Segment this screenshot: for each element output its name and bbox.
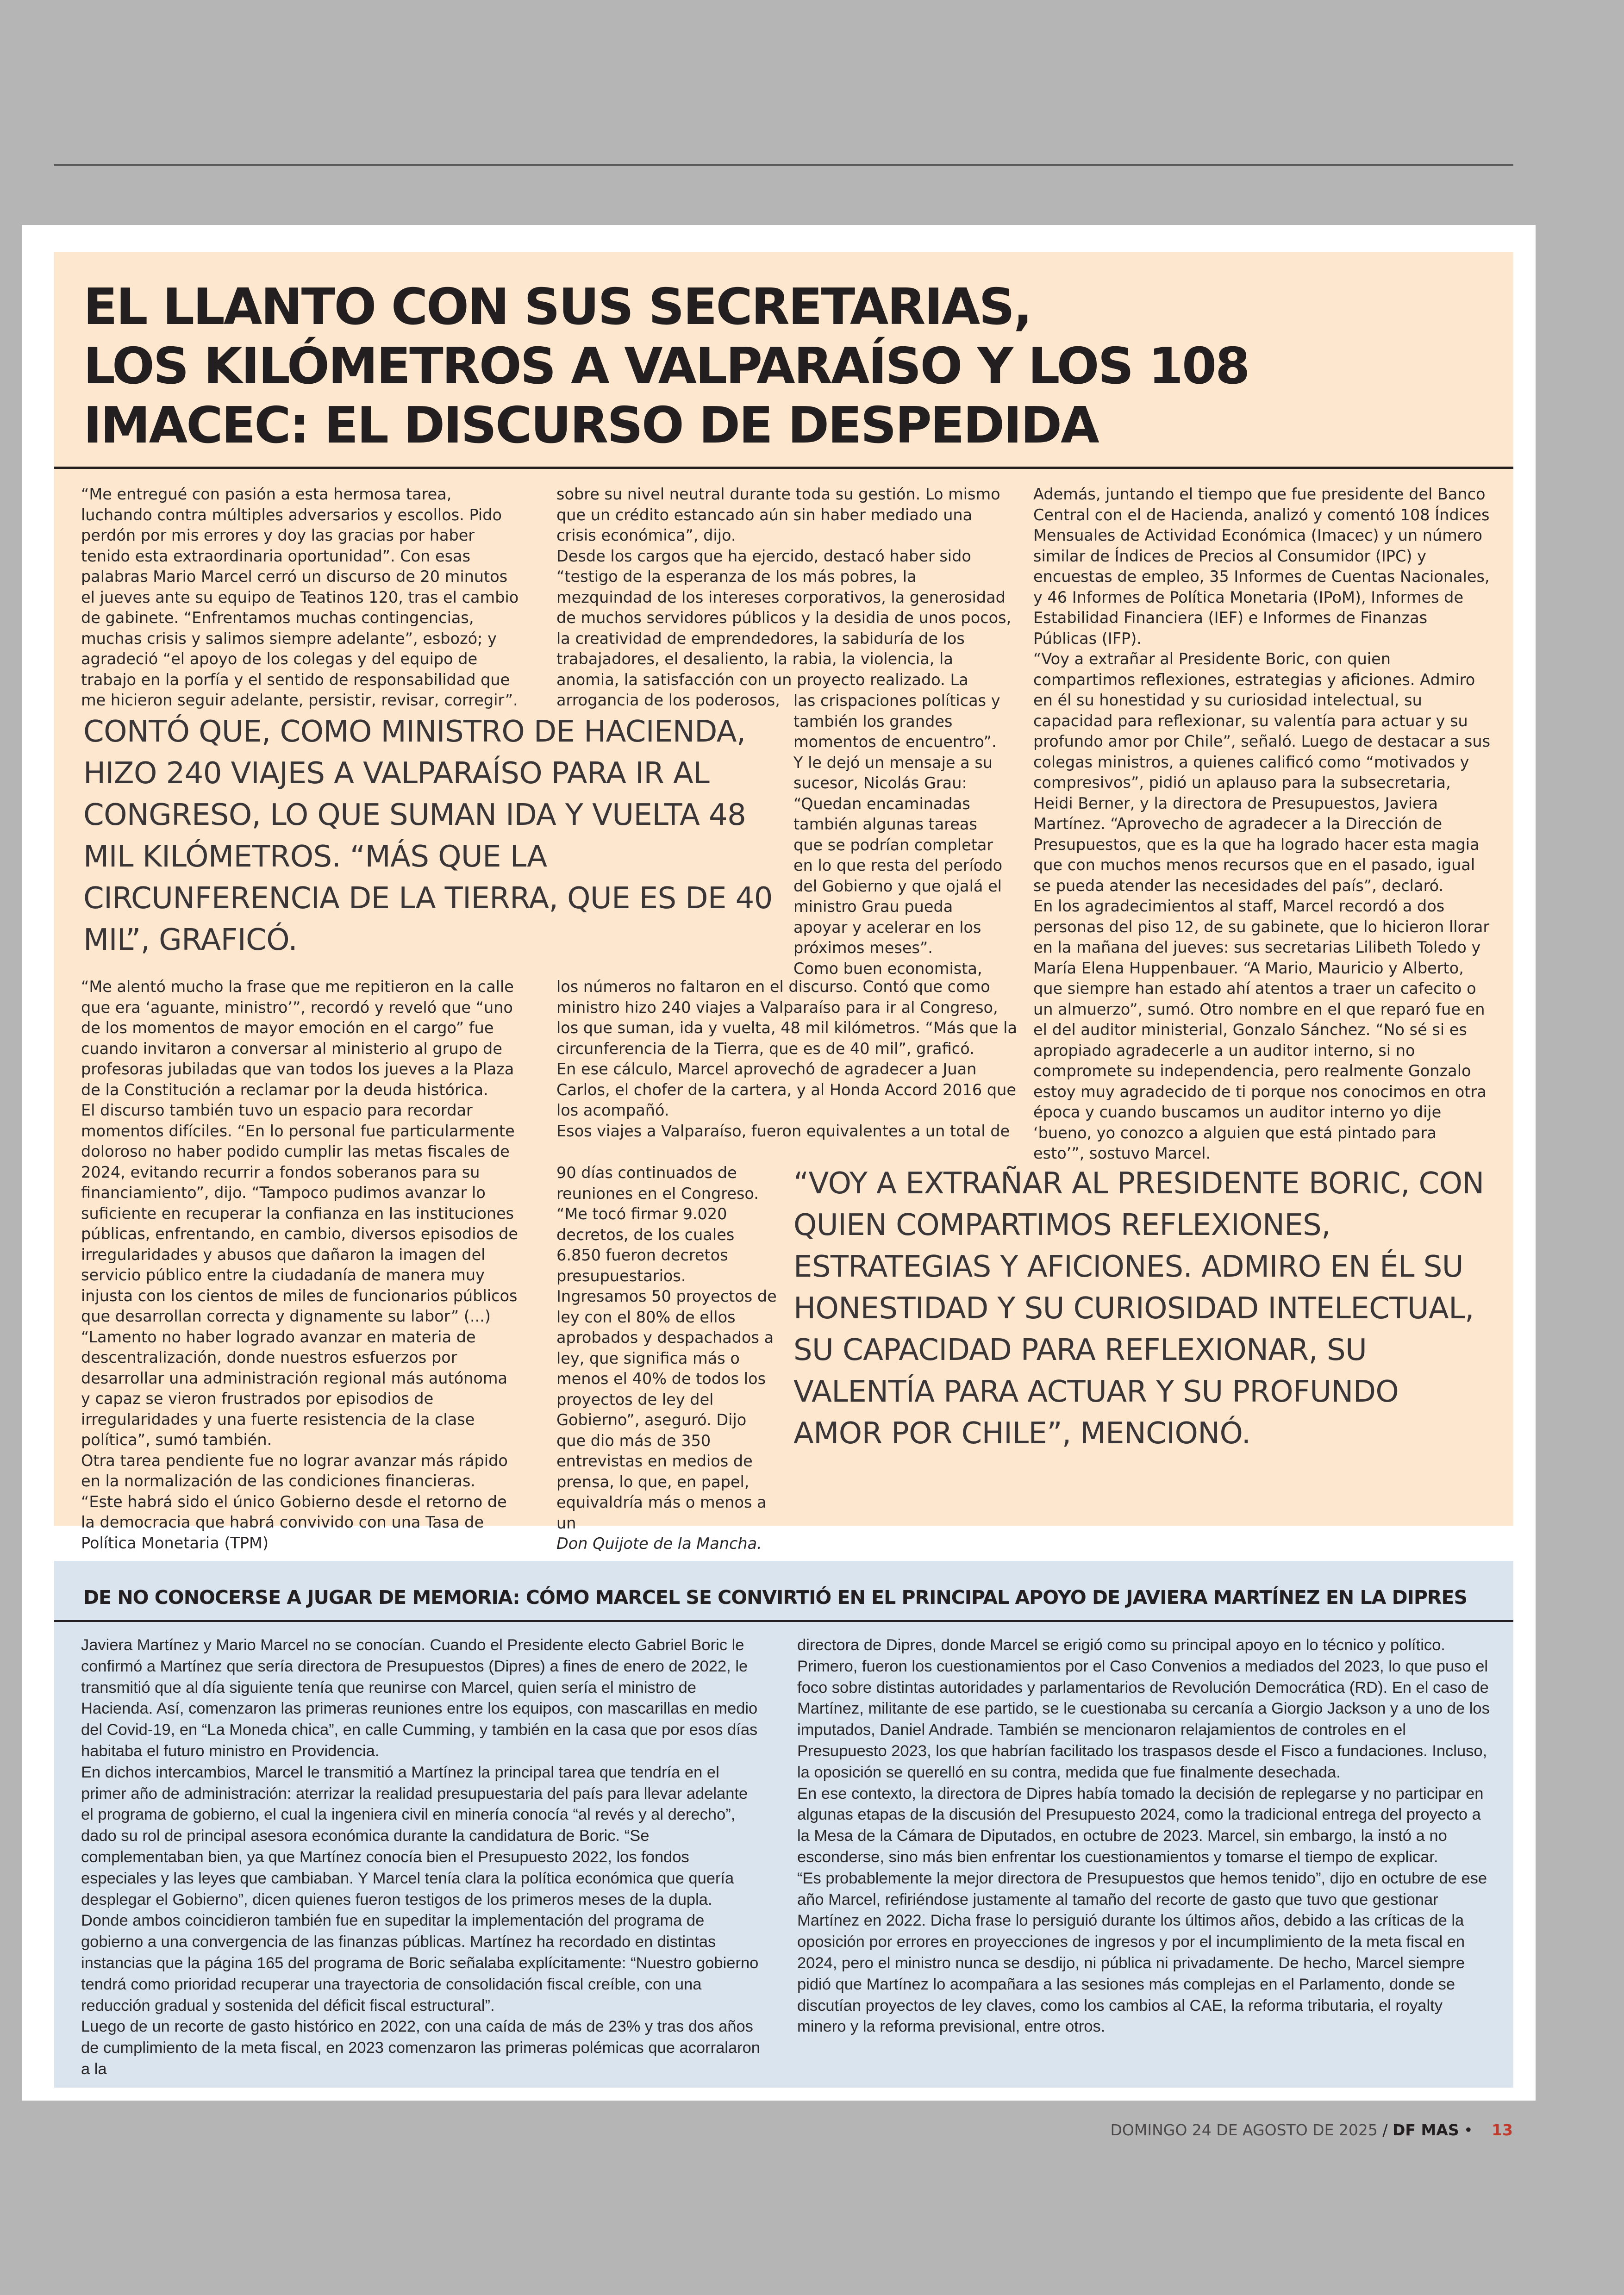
headline-line-2: LOS KILÓMETROS A VALPARAÍSO Y LOS 108 <box>83 337 1249 395</box>
sidebar-col2 <box>797 1635 1492 2038</box>
article-col2-bottom-narrow <box>556 1163 779 1554</box>
article-col2-bottom <box>556 977 1024 1141</box>
article-col2-narrow <box>793 691 1006 979</box>
footer-dot: • <box>1464 2121 1473 2139</box>
article-col1-bottom <box>81 977 521 1553</box>
sidebar-paragraph: Luego de un recorte de gasto histórico en 2022, con una caída de más de 23% y tras dos años de cumplimiento de la meta fiscal, en 2023 comenzaron las primeras polémicas que acorralaron a la <box>81 2018 760 2078</box>
top-rule <box>54 164 1513 166</box>
sidebar-paragraph: En ese contexto, la directora de Dipres había tomado la decisión de replegarse y no participar en algunas etapas de la discusión del Presupuesto 2024, como la tradicional entrega del proyecto a la Mesa de la Cámara de Diputados, en octubre de 2023. Marcel, sin embargo, la instó a no esconderse, sino más bien enfrentar los cuestionamientos y tomarse el tiempo de explicar. <box>797 1784 1484 1866</box>
article-paragraph: los números no faltaron en el discurso. Contó que como ministro hizo 240 viajes a Valparaíso para ir al Congreso, los que suman, ida y vuelta, 48 mil kilómetros. “Más que la circunferencia de la Tierra, que es de 40 mil”, graficó. <box>556 978 1018 1058</box>
sidebar-paragraph: En dichos intercambios, Marcel le transmitió a Martínez la principal tarea que tendría en el primer año de administración: aterrizar la realidad presupuestaria del país para llevar adelante el programa de gobierno, el cual la ingeniera civil en minería conocía “al revés y al derecho”, dado su rol de principal asesora económica durante la candidatura de Boric. “Se complementaban bien, ya que Martínez conocía bien el Presupuesto 2022, los fondos especiales y las leyes que cambiaban. Y Marcel tenía clara la política económica que quería desplegar el Gobierno”, dicen quienes fueron testigos de los primeros meses de la dupla. <box>81 1763 748 1908</box>
headline-line-1: EL LLANTO CON SUS SECRETARIAS, <box>83 278 1031 336</box>
book-title: Don Quijote de la Mancha. <box>556 1534 762 1553</box>
sidebar-col1 <box>81 1635 762 2080</box>
pull-quote-1: CONTÓ QUE, COMO MINISTRO DE HACIENDA, HIZO 240 VIAJES A VALPARAÍSO PARA IR AL CONGRESO, LO QUE SUMAN IDA Y VUELTA 48 MIL KILÓMETROS. “MÁS QUE LA CIRCUNFERENCIA DE LA TIERRA, QUE ES DE 40 MIL”, GRAFICÓ. <box>83 715 773 957</box>
headline <box>83 278 1454 455</box>
article-paragraph: “Voy a extrañar al Presidente Boric, con quien compartimos reflexiones, estrategias y aficiones. Admiro en él su honestidad y su curiosidad intelectual, su capacidad para reflexionar, su valentía para actuar y su profundo amor por Chile”, señaló. Luego de destacar a sus colegas ministros, a quienes calificó como “motivados y compresivos”, pidió un aplauso para la subsecretaria, Heidi Berner, y la directora de Presupuestos, Javiera Martínez. “Aprovecho de agradecer a la Dirección de Presupuestos, que es la que ha logrado hacer esta magia que con muchos menos recursos que en el pasado, igual se pueda atender las necesidades del país”, declaró. <box>1033 650 1491 895</box>
sidebar-paragraph: Donde ambos coincidieron también fue en supeditar la implementación del programa de gobierno a una convergencia de las finanzas públicas. Martínez ha recordado en distintas instancias que la página 165 del programa de Boric señalaba explícitamente: “Nuestro gobierno tendrá como prioridad recuperar una trayectoria de consolidación fiscal creíble, con una reducción gradual y sostenida del déficit fiscal estructural”. <box>81 1912 759 2014</box>
article-col3 <box>1033 484 1492 1164</box>
footer-date: DOMINGO 24 DE AGOSTO DE 2025 <box>1110 2121 1378 2139</box>
article-paragraph: sobre su nivel neutral durante toda su gestión. Lo mismo que un crédito estancado aún sin haber mediado una crisis económica”, dijo. <box>556 485 1000 544</box>
headline-rule <box>54 467 1513 469</box>
article-paragraph: “Me entregué con pasión a esta hermosa tarea, luchando contra múltiples adversarios y escollos. Pido perdón por mis errores y doy las gracias por haber tenido esta extraordinaria oportunidad”. Con esas palabras Mario Marcel cerró un discurso de 20 minutos el jueves ante su equipo de Teatinos 120, tras el cambio de gabinete. “Enfrentamos muchas contingencias, muchas crisis y salimos siempre adelante”, esbozó; y agradeció “el apoyo de los colegas y del equipo de trabajo en la porfía y el sentido de responsabilidad que me hicieron seguir adelante, persistir, revisar, corregir”. <box>81 485 519 709</box>
sidebar-paragraph: Primero, fueron los cuestionamientos por el Caso Convenios a mediados del 2023, lo que puso el foco sobre distintas autoridades y parlamentarios de Revolución Democrática (RD). En el caso de Martínez, militante de ese partido, se le cuestionaba su cercanía a Giorgio Jackson y a uno de los imputados, Daniel Andrade. También se mencionaron relajamientos de controles en el Presupuesto 2023, los que habrían facilitado los traspasos desde el Fisco a fundaciones. Incluso, la oposición se querelló en su contra, medida que fue finalmente desechada. <box>797 1657 1490 1781</box>
article-paragraph: Además, juntando el tiempo que fue presidente del Banco Central con el de Hacienda, analizó y comentó 108 Índices Mensuales de Actividad Económica (Imacec) y un número similar de Índices de Precios al Consumidor (IPC) y encuestas de empleo, 35 Informes de Cuentas Nacionales, y 46 Informes de Política Monetaria (IPoM), Informes de Estabilidad Financiera (IEF) e Informes de Finanzas Públicas (IFP). <box>1033 485 1490 648</box>
pull-quote-2: “VOY A EXTRAÑAR AL PRESIDENTE BORIC, CON QUIEN COMPARTIMOS REFLEXIONES, ESTRATEGIAS Y AFICIONES. ADMIRO EN ÉL SU HONESTIDAD Y SU CURIOSIDAD INTELECTUAL, SU CAPACIDAD PARA REFLEXIONAR, SU VALENTÍA PARA ACTUAR Y SU PROFUNDO AMOR POR CHILE”, MENCIONÓ. <box>793 1166 1484 1451</box>
article-paragraph: Esos viajes a Valparaíso, fueron equivalentes a un total de <box>556 1122 1010 1140</box>
article-paragraph: En ese cálculo, Marcel aprovechó de agradecer a Juan Carlos, el chofer de la cartera, y al Honda Accord 2016 que los acompañó. <box>556 1060 1016 1119</box>
article-paragraph: 90 días continuados de reuniones en el Congreso. “Me tocó firmar 9.020 decretos, de los cuales 6.850 fueron decretos presupuestarios. Ingresamos 50 proyectos de ley con el 80% de ellos aprobados y despachados a ley, que significa más o menos el 40% de todos los proyectos de ley del Gobierno”, aseguró. Dijo que dio más de 350 entrevistas en medios de prensa, lo que, en papel, equivaldría más o menos a un <box>556 1164 777 1532</box>
article-col2-top <box>556 484 1015 711</box>
sidebar-title: DE NO CONOCERSE A JUGAR DE MEMORIA: CÓMO MARCEL SE CONVIRTIÓ EN EL PRINCIPAL APOYO DE JAVIERA MARTÍNEZ EN LA DIPRES <box>83 1586 1468 1609</box>
article-paragraph: El discurso también tuvo un espacio para recordar momentos difíciles. “En lo personal fue particularmente doloroso no haber podido cumplir las metas fiscales de 2024, evitando recurrir a fondos soberanos para su financiamiento”, dijo. “Tampoco pudimos avanzar lo suficiente en recuperar la confianza en las instituciones públicas, enfrentando, en cambio, diversos episodios de irregularidades y abusos que dañaron la imagen del servicio público entre la ciudadanía de manera muy injusta con los cientos de miles de funcionarios públicos que desarrollan correcta y dignamente su labor” (...) “Lamento no haber logrado avanzar en materia de descentralización, donde nuestros esfuerzos por desarrollar una administración regional más autónoma y capaz se vieron frustrados por episodios de irregularidades y una fuerte resistencia de la clase política”, sumó también. <box>81 1101 518 1449</box>
sidebar-rule <box>54 1620 1513 1622</box>
sidebar-paragraph: “Es probablemente la mejor directora de Presupuestos que hemos tenido”, dijo en octubre de ese año Marcel, refiriéndose justamente al tamaño del recorte de gasto que tuvo que gestionar Martínez en 2022. Dicha frase lo persiguió durante los últimos años, debido a las críticas de la oposición por errores en proyecciones de ingresos y por el incumplimiento de la meta fiscal en 2024, pero el ministro nunca se desdijo, ni pública ni privadamente. De hecho, Marcel siempre pidió que Martínez lo acompañara a las sesiones más complejas en el Parlamento, donde se discutían proyectos de ley claves, como los cambios al CAE, la reforma tributaria, el royalty minero y la reforma previsional, entre otros. <box>797 1869 1487 2036</box>
article-paragraph: Desde los cargos que ha ejercido, destacó haber sido “testigo de la esperanza de los más pobres, la mezquindad de los intereses corporativos, la generosidad de muchos servidores públicos y la desidia de unos pocos, la creatividad de emprendedores, la sabiduría de los trabajadores, el desaliento, la rabia, la violencia, la anomia, la satisfacción con un proyecto realizado. La arrogancia de los poderosos, <box>556 547 1012 709</box>
article-paragraph: las crispaciones políticas y también los grandes momentos de encuentro”. <box>793 692 1000 751</box>
article-paragraph: “Me alentó mucho la frase que me repitieron en la calle que era ‘aguante, ministro’”, recordó y reveló que “uno de los momentos de mayor emoción en el cargo” fue cuando invitaron a conversar al ministerio al grupo de profesoras jubiladas que van todos los jueves a la Plaza de la Constitución a reclamar por la deuda histórica. <box>81 978 514 1099</box>
article-paragraph: Y le dejó un mensaje a su sucesor, Nicolás Grau: “Quedan encaminadas también algunas tareas que se podrían completar en lo que resta del período del Gobierno y que ojalá el ministro Grau pueda apoyar y acelerar en los próximos meses”. <box>793 753 1003 957</box>
article-col1-top <box>81 484 521 711</box>
footer-brand: DF MAS <box>1393 2121 1459 2139</box>
page-footer <box>1111 2120 1513 2140</box>
sidebar-paragraph: Javiera Martínez y Mario Marcel no se conocían. Cuando el Presidente electo Gabriel Boric le confirmó a Martínez que sería directora de Presupuestos (Dipres) a fines de enero de 2022, le transmitió que al día siguiente tenía que reunirse con Marcel, quien sería el ministro de Hacienda. Así, comenzaron las primeras reuniones entre los equipos, con mascarillas en medio del Covid-19, en “La Moneda chica”, en calle Cumming, y también en la casa que por esos días habitaba el futuro ministro en Providencia. <box>81 1636 758 1760</box>
page-number: 13 <box>1492 2121 1513 2139</box>
article-paragraph: Otra tarea pendiente fue no lograr avanzar más rápido en la normalización de las condiciones financieras. “Este habrá sido el único Gobierno desde el retorno de la democracia que habrá convivido con una Tasa de Política Monetaria (TPM) <box>81 1451 508 1552</box>
footer-slash: / <box>1382 2121 1388 2139</box>
article-paragraph: Como buen economista, <box>793 959 982 978</box>
sidebar-paragraph: directora de Dipres, donde Marcel se erigió como su principal apoyo en lo técnico y político. <box>797 1636 1445 1654</box>
article-paragraph: En los agradecimientos al staff, Marcel recordó a dos personas del piso 12, de su gabinete, que lo hicieron llorar en la mañana del jueves: sus secretarias Lilibeth Toledo y María Elena Huppenbauer. “A Mario, Mauricio y Alberto, que siempre han estado ahí atentos a traer un cafecito o un almuerzo”, sumó. Otro nombre en el que reparó fue en el del auditor ministerial, Gonzalo Sánchez. “No sé si es apropiado agradecerle a un auditor interno, si no compromete su independencia, pero realmente Gonzalo estoy muy agradecido de ti porque nos conocimos en otra época y cuando buscamos un auditor interno yo dije ‘bueno, yo conozco a alguien que está pintado para esto’”, sostuvo Marcel. <box>1033 897 1490 1162</box>
headline-line-3: IMACEC: EL DISCURSO DE DESPEDIDA <box>83 397 1098 455</box>
